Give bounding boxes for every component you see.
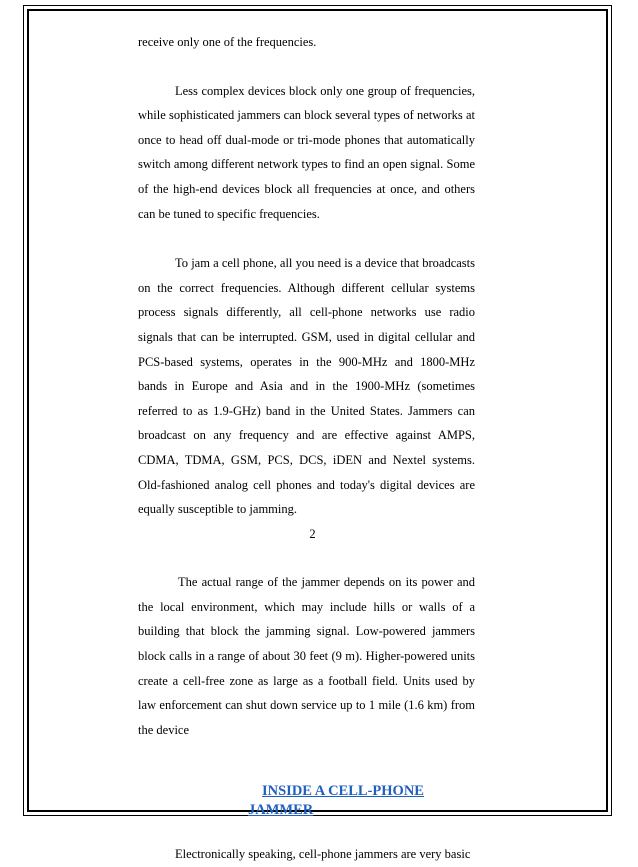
page-number: 2	[309, 526, 316, 541]
paragraph-how-to-jam: To jam a cell phone, all you need is a device that broadcasts on the correct frequencies. Although different cellular systems process signals differently, all cell-phone networks use radio signals that can be interrupted. GSM, used in digital cellular and PCS-based systems, operates in the 900-MHz and 1800-MHz bands in Europe and Asia and in the 1900-MHz (sometimes referred to as 1.9-GHz) band in the United States. Jammers can broadcast on any frequency and are effective against AMPS, CDMA, TDMA, GSM, PCS, DCS, iDEN and Nextel systems. Old-fashioned analog cell phones and today's digital devices are equally susceptible to jamming.	[138, 256, 475, 517]
section-heading-line1: INSIDE A CELL-PHONE	[262, 783, 424, 800]
paragraph-device-types: Less complex devices block only one group of frequencies, while sophisticated jammers can block several types of networks at once to head off dual-mode or tri-mode phones that automatically switch among different network types to find an open signal. Some of the high-end devices block all frequencies at once, and others can be tuned to specific frequencies.	[138, 83, 475, 221]
paragraph-jammer-range: The actual range of the jammer depends on its power and the local environment, which may include hills or walls of a building that block the jamming signal. Low-powered jammers block calls in a range of about 30 feet (9 m). Higher-powered units create a cell-free zone as large as a football field. Units used by law enforcement can shut down service up to 1 mile (1.6 km) from the device	[138, 575, 475, 737]
paragraph-electronics: Electronically speaking, cell-phone jammers are very basic	[175, 847, 471, 862]
section-heading-line2: JAMMER	[248, 802, 314, 819]
paragraph-continuation: receive only one of the frequencies.	[138, 35, 317, 49]
document-body	[138, 30, 475, 867]
